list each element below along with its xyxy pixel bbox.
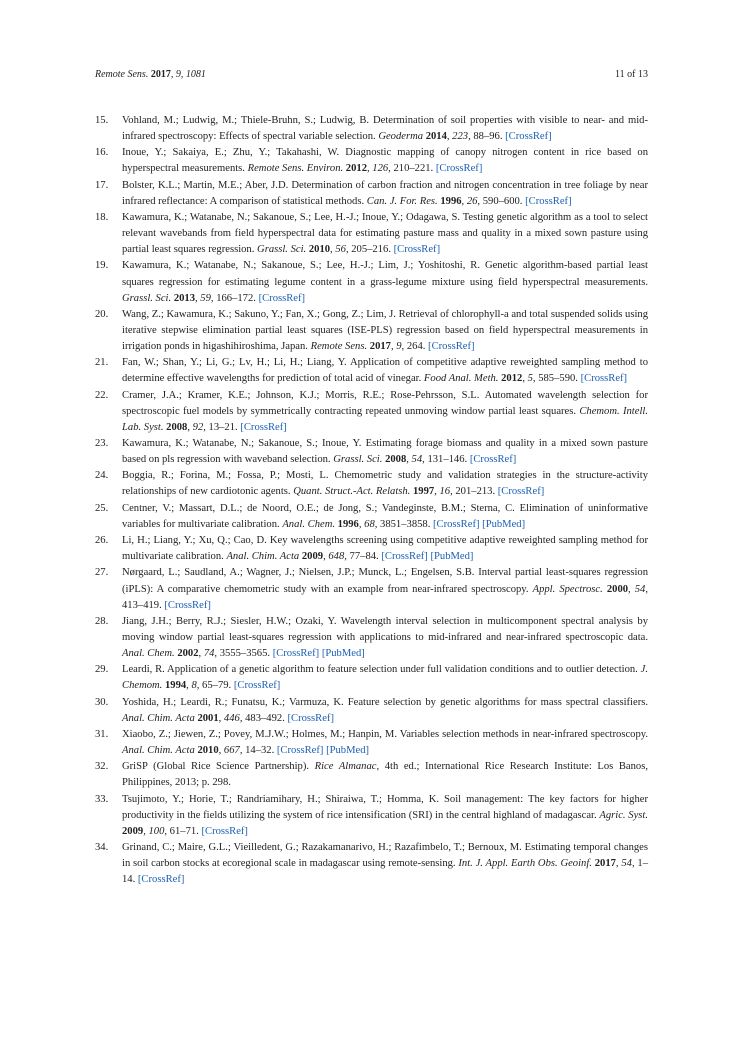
article-number: 1081 — [185, 69, 206, 80]
reference-year: 2000 — [606, 583, 629, 595]
reference-pages: 205–216. — [351, 244, 391, 256]
reference-text: Yoshida, H.; Leardi, R.; Funatsu, K.; Varmuza, K. Feature selection by genetic algorithms for mass spectral classifiers. — [122, 696, 648, 708]
reference-item: 24. Boggia, R.; Forina, M.; Fossa, P.; Mosti, L. Chemometric study and validation strategies in the structure-activity relationships of new cardiotonic agents. Quant. Struct.-Act. Relatsh. 1997, 16, 201–213. [CrossRef] — [95, 470, 648, 498]
reference-volume: 92 — [192, 421, 204, 433]
reference-year: 1996 — [440, 195, 462, 207]
reference-item: 18. Kawamura, K.; Watanabe, N.; Sakanoue, S.; Lee, H.-J.; Inoue, Y.; Odagawa, S. Testing genetic algorithm as a tool to select relevant wavebands from field hyperspectral data for estimating pasture mass and quality in a mixed sown pasture using partial least squares regression. Grassl. Sci. 2010, 56, 205–216. [CrossRef] — [95, 212, 648, 256]
reference-year: 2002 — [177, 648, 199, 660]
reference-journal: Remote Sens. Environ. — [247, 163, 344, 175]
reference-journal: Anal. Chim. Acta — [226, 551, 300, 563]
reference-text: Li, H.; Liang, Y.; Xu, Q.; Cao, D. Key wavelengths screening using competitive adaptive reweighted sampling method for multivariate calibration. — [122, 535, 648, 563]
reference-year: 1994 — [164, 680, 187, 692]
reference-pages: 210–221. — [393, 163, 434, 175]
reference-item: 21. Fan, W.; Shan, Y.; Li, G.; Lv, H.; Li, H.; Liang, Y. Application of competitive adaptive reweighted sampling method to determine effective wavelengths for prediction of total acid of vinegar. Food Anal. Meth. 2012, 5, 585–590. [CrossRef] — [95, 357, 648, 385]
reference-number: 27. — [95, 567, 109, 579]
reference-number: 19. — [95, 260, 109, 272]
reference-volume: 54 — [621, 858, 632, 870]
crossref-link[interactable]: [CrossRef] — [287, 712, 334, 724]
crossref-link[interactable]: [CrossRef] — [272, 648, 320, 660]
reference-item: 30. Yoshida, H.; Leardi, R.; Funatsu, K.; Varmuza, K. Feature selection by genetic algorithms for mass spectral classifiers. Anal. Chim. Acta 2001, 446, 483–492. [CrossRef] — [95, 696, 648, 724]
reference-text: Kawamura, K.; Watanabe, N.; Sakanoue, S.; Lee, H.-J.; Inoue, Y.; Odagawa, S. Testing genetic algorithm as a tool to select relevant wavebands from field hyperspectral data for estimating pasture mass and quality in a mixed sown pasture using partial least squares regression. — [122, 212, 648, 256]
reference-year: 2014 — [425, 131, 447, 143]
reference-item: 34. Grinand, C.; Maire, G.L.; Vieilledent, G.; Razakamanarivo, H.; Razafimbelo, T.; Bernoux, M. Estimating temporal changes in soil carbon stocks at ecoregional scale in madagascar using remote-sensing. Int. J. Appl. Earth Obs. Geoinf. 2017, 54, 1–14. [CrossRef] — [95, 842, 649, 886]
reference-text: Cramer, J.A.; Kramer, K.E.; Johnson, K.J.; Morris, R.E.; Rose-Pehrsson, S.L. Automated wavelength selection for spectroscopic fuel models by symmetrically contracting repeated unmoving window partial least squares. — [122, 389, 648, 417]
reference-volume: 100 — [148, 825, 165, 837]
reference-number: 26. — [95, 535, 109, 547]
reference-year: 2008 — [385, 454, 407, 466]
reference-journal: Geoderma — [378, 131, 424, 143]
reference-pages: 3555–3565. — [219, 648, 271, 660]
reference-text: Nørgaard, L.; Saudland, A.; Wagner, J.; Nielsen, J.P.; Munck, L.; Engelsen, S.B. Interval partial least-squares regression (iPLS): A comparative chemometric study with an example from near-infrared spectroscopy. — [122, 567, 648, 595]
page-number: 11 of 13 — [615, 69, 648, 80]
reference-volume: 667 — [223, 745, 240, 757]
reference-item: 29. Leardi, R. Application of a genetic algorithm to feature selection under full validation conditions and to outlier detection. J. Chemom. 1994, 8, 65–79. [CrossRef] — [95, 664, 648, 692]
reference-text: Centner, V.; Massart, D.L.; de Noord, O.E.; de Jong, S.; Vandeginste, B.M.; Sterna, C. Elimination of uninformative variables for multivariate calibration. — [122, 502, 648, 530]
reference-journal: Anal. Chim. Acta — [122, 712, 195, 724]
reference-text: GriSP (Global Rice Science Partnership). — [122, 761, 310, 773]
reference-year: 2017 — [594, 858, 616, 870]
crossref-link[interactable]: [CrossRef] — [381, 551, 428, 563]
reference-pages: 13–21. — [208, 421, 238, 433]
reference-pages: 264. — [406, 341, 426, 353]
reference-journal: Grassl. Sci. — [257, 244, 307, 256]
reference-item: 33. Tsujimoto, Y.; Horie, T.; Randriamihary, H.; Shiraiwa, T.; Homma, K. Soil management: The key factors for higher productivity in the fields utilizing the system of rice intensification (SRI) in the central highland of madagascar. Agric. Syst. 2009, 100, 61–71. [CrossRef] — [95, 793, 649, 837]
reference-journal: J. Chemom. — [122, 664, 648, 692]
reference-volume: 16 — [439, 486, 451, 498]
reference-volume: 648 — [328, 551, 345, 563]
crossref-link[interactable]: [CrossRef] — [233, 680, 281, 692]
crossref-link[interactable]: [CrossRef] — [276, 745, 324, 757]
reference-volume: 446 — [223, 712, 240, 724]
reference-number: 29. — [95, 664, 109, 676]
reference-number: 34. — [95, 842, 109, 854]
journal-name: Remote Sens. — [95, 69, 149, 80]
reference-journal: Quant. Struct.-Act. Relatsh. — [293, 486, 411, 498]
reference-text: Tsujimoto, Y.; Horie, T.; Randriamihary, H.; Shiraiwa, T.; Homma, K. Soil management: The key factors for higher productivity in the fields utilizing the system of rice intensification (SRI) in the central highland of madagascar. — [122, 793, 648, 821]
reference-item: 16. Inoue, Y.; Sakaiya, E.; Zhu, Y.; Takahashi, W. Diagnostic mapping of canopy nitrogen content in rice based on hyperspectral measurements. Remote Sens. Environ. 2012, 126, 210–221. [CrossRef] — [95, 147, 648, 175]
reference-volume: 59 — [200, 292, 211, 304]
crossref-link[interactable]: [CrossRef] — [497, 486, 545, 498]
reference-year: 2009 — [301, 551, 324, 563]
reference-volume: 126 — [372, 163, 389, 175]
reference-pages: 483–492. — [245, 712, 285, 724]
reference-item: 25. Centner, V.; Massart, D.L.; de Noord, O.E.; de Jong, S.; Vandeginste, B.M.; Sterna, C. Elimination of uninformative variables for multivariate calibration. Anal. Chem. 1996, 68, 3851–3858. [CrossRef] [PubMed] — [95, 502, 648, 530]
crossref-link[interactable]: [CrossRef] — [240, 421, 287, 433]
reference-number: 22. — [95, 389, 109, 401]
reference-pages: 3851–3858. — [380, 518, 431, 530]
journal-year: 2017 — [150, 69, 171, 80]
pubmed-link[interactable]: [PubMed] — [326, 745, 370, 757]
reference-tail: , 4th ed.; International Rice Research Institute: Los Banos, Philippines, 2013; p. 298. — [122, 761, 648, 789]
reference-pages: 413–419. — [122, 599, 162, 611]
reference-item: 20. Wang, Z.; Kawamura, K.; Sakuno, Y.; Fan, X.; Gong, Z.; Lim, J. Retrieval of chlorophyll-a and total suspended solids using iterative stepwise elimination partial least squares (ISE-PLS) regression based on field hyperspectral measurements in irrigation ponds in higashihiroshima, Japan. Remote Sens. 2017, 9, 264. [CrossRef] — [95, 308, 648, 353]
reference-year: 2009 — [122, 825, 144, 837]
reference-text: Xiaobo, Z.; Jiewen, Z.; Povey, M.J.W.; Holmes, M.; Hanpin, M. Variables selection methods in near-infrared spectroscopy. — [122, 728, 648, 740]
reference-number: 21. — [95, 357, 109, 369]
reference-year: 2013 — [173, 292, 195, 304]
reference-text: Grinand, C.; Maire, G.L.; Vieilledent, G.; Razakamanarivo, H.; Razafimbelo, T.; Bernoux, M. Estimating temporal changes in soil carbon stocks at ecoregional scale in madagascar using remote-sensing. — [122, 842, 648, 870]
reference-item: 17. Bolster, K.L.; Martin, M.E.; Aber, J.D. Determination of carbon fraction and nitrogen concentration in tree foliage by near infrared reflectance: A comparison of statistical methods. Can. J. For. Res. 1996, 26, 590–600. [CrossRef] — [95, 179, 648, 207]
reference-text: Wang, Z.; Kawamura, K.; Sakuno, Y.; Fan, X.; Gong, Z.; Lim, J. Retrieval of chlorophyll-a and total suspended solids using iterative stepwise elimination partial least squares (ISE-PLS) regression based on field hyperspectral measurements in irrigation ponds in higashihiroshima, Japan. — [122, 308, 648, 353]
reference-journal: Anal. Chim. Acta — [122, 745, 195, 757]
reference-journal: Anal. Chem. — [122, 648, 175, 660]
reference-volume: 8 — [191, 680, 197, 692]
reference-pages: 585–590. — [538, 373, 578, 385]
reference-volume: 26 — [466, 195, 478, 207]
reference-item: 22. Cramer, J.A.; Kramer, K.E.; Johnson, K.J.; Morris, R.E.; Rose-Pehrsson, S.L. Automated wavelength selection for spectroscopic fuel models by symmetrically contracting repeated unmoving window partial least squares. Chemom. Intell. Lab. Syst. 2008, 92, 13–21. [CrossRef] — [95, 389, 648, 433]
reference-item — [95, 759, 648, 791]
crossref-link[interactable]: [CrossRef] — [137, 874, 185, 886]
reference-pages: 131–146. — [427, 454, 468, 466]
reference-number: 16. — [95, 147, 109, 159]
reference-year: 2010 — [308, 244, 331, 256]
reference-number: 23. — [95, 438, 109, 450]
reference-text: Jiang, J.H.; Berry, R.J.; Siesler, H.W.; Ozaki, Y. Wavelength interval selection in multicomponent spectral analysis by moving window partial least-squares regression with applications to mid-infrared and near-infrared spectroscopic data. — [122, 615, 648, 643]
reference-text: Boggia, R.; Forina, M.; Fossa, P.; Mosti, L. Chemometric study and validation strategies in the structure-activity relationships of new cardiotonic agents. — [122, 470, 648, 498]
reference-journal: Rice Almanac — [314, 761, 377, 773]
reference-journal: Food Anal. Meth. — [423, 373, 499, 385]
reference-item: 15. Vohland, M.; Ludwig, M.; Thiele-Bruhn, S.; Ludwig, B. Determination of soil properties with visible to near- and mid-infrared spectroscopy: Effects of spectral variable selection. Geoderma 2014, 223, 88–96. [CrossRef] — [95, 115, 648, 143]
reference-number: 20. — [95, 308, 109, 320]
reference-journal: Can. J. For. Res. — [366, 195, 438, 207]
reference-number: 17. — [95, 179, 109, 191]
reference-volume: 68 — [364, 518, 375, 530]
reference-volume: 74 — [203, 648, 215, 660]
reference-text: Kawamura, K.; Watanabe, N.; Sakanoue, S.; Lee, H.-J.; Lim, J.; Yoshitoshi, R. Genetic algorithm-based partial least squares regression for estimating legume content in a grass-legume mixture using field hyperspectral measurements. — [122, 260, 648, 288]
crossref-link[interactable]: [CrossRef] — [435, 163, 483, 175]
reference-journal: Grassl. Sci. — [333, 454, 383, 466]
reference-number: 32. — [95, 761, 109, 773]
pubmed-link[interactable]: [PubMed] — [482, 518, 526, 530]
reference-number: 15. — [95, 115, 109, 126]
reference-year: 1997 — [413, 486, 435, 498]
reference-pages: 201–213. — [455, 486, 496, 498]
reference-number: 31. — [95, 728, 109, 740]
reference-text: Kawamura, K.; Watanabe, N.; Sakanoue, S.; Inoue, Y. Estimating forage biomass and quality in a mixed sown pasture based on pls regression with waveband selection. — [122, 438, 648, 466]
reference-journal: Grassl. Sci. — [122, 292, 172, 304]
reference-year: 1996 — [337, 518, 359, 530]
reference-volume: 9 — [396, 341, 402, 353]
reference-text: Fan, W.; Shan, Y.; Li, G.; Lv, H.; Li, H.; Liang, Y. Application of competitive adaptive reweighted sampling method to determine effective wavelengths for prediction of total acid of vinegar. — [122, 357, 648, 385]
crossref-link[interactable]: [CrossRef] — [393, 244, 441, 256]
reference-year: 2001 — [197, 712, 219, 724]
reference-journal: Remote Sens. — [310, 341, 368, 353]
reference-year: 2012 — [345, 163, 367, 175]
crossref-link[interactable]: [CrossRef] — [580, 373, 628, 385]
reference-item: 27. Nørgaard, L.; Saudland, A.; Wagner, J.; Nielsen, J.P.; Munck, L.; Engelsen, S.B. Interval partial least-squares regression (iPLS): A comparative chemometric study with an example from near-infrared spectroscopy. Appl. Spectrosc. 2000, 54, 413–419. [CrossRef] — [95, 567, 648, 611]
reference-number: 33. — [95, 793, 109, 805]
crossref-link[interactable]: [CrossRef] — [201, 825, 248, 837]
reference-pages: 61–71. — [169, 825, 199, 837]
reference-list — [95, 113, 648, 889]
crossref-link[interactable]: [CrossRef] — [433, 518, 480, 530]
reference-item: 31. Xiaobo, Z.; Jiewen, Z.; Povey, M.J.W.; Holmes, M.; Hanpin, M. Variables selection methods in near-infrared spectroscopy. Anal. Chim. Acta 2010, 667, 14–32. [CrossRef] [PubMed] — [95, 728, 648, 757]
running-head: Remote Sens. 2017, 9, 1081 — [95, 69, 206, 80]
reference-item: 28. Jiang, J.H.; Berry, R.J.; Siesler, H.W.; Ozaki, Y. Wavelength interval selection in multicomponent spectral analysis by moving window partial least-squares regression with applications to mid-infrared and near-infrared spectroscopic data. Anal. Chem. 2002, 74, 3555–3565. [CrossRef] [PubMed] — [95, 615, 648, 660]
crossref-link[interactable]: [CrossRef] — [525, 195, 572, 207]
reference-pages: 77–84. — [349, 551, 379, 563]
reference-pages: 88–96. — [473, 131, 503, 143]
reference-pages: 590–600. — [482, 195, 523, 207]
reference-number: 25. — [95, 502, 109, 514]
reference-journal: Anal. Chem. — [282, 518, 335, 530]
reference-volume: 56 — [335, 244, 346, 256]
reference-volume: 54 — [411, 454, 423, 466]
reference-pages: 1–14. — [122, 858, 649, 886]
reference-year: 2017 — [369, 341, 391, 353]
reference-text: Inoue, Y.; Sakaiya, E.; Zhu, Y.; Takahashi, W. Diagnostic mapping of canopy nitrogen content in rice based on hyperspectral measurements. — [122, 147, 648, 175]
reference-item: 26. Li, H.; Liang, Y.; Xu, Q.; Cao, D. Key wavelengths screening using competitive adaptive reweighted sampling method for multivariate calibration. Anal. Chim. Acta 2009, 648, 77–84. [CrossRef] [PubMed] — [95, 535, 648, 563]
crossref-link[interactable]: [CrossRef] — [428, 341, 475, 353]
reference-number: 18. — [95, 212, 109, 224]
reference-volume: 223 — [452, 131, 469, 143]
reference-journal: Appl. Spectrosc. — [532, 583, 603, 595]
crossref-link[interactable]: [CrossRef] — [505, 131, 552, 143]
journal-volume: 9 — [175, 69, 181, 80]
reference-item: 23. Kawamura, K.; Watanabe, N.; Sakanoue, S.; Inoue, Y. Estimating forage biomass and quality in a mixed sown pasture based on pls regression with waveband selection. Grassl. Sci. 2008, 54, 131–146. [CrossRef] — [95, 438, 648, 466]
pubmed-link[interactable]: [PubMed] — [321, 648, 365, 660]
reference-year: 2012 — [501, 373, 523, 385]
reference-number: 30. — [95, 696, 109, 708]
reference-year: 2010 — [197, 745, 219, 757]
reference-text: Vohland, M.; Ludwig, M.; Thiele-Bruhn, S.; Ludwig, B. Determination of soil properties with visible to near- and mid-infrared spectroscopy: Effects of spectral variable selection. — [122, 115, 648, 143]
crossref-link[interactable]: [CrossRef] — [164, 599, 211, 611]
reference-item: 19. Kawamura, K.; Watanabe, N.; Sakanoue, S.; Lee, H.-J.; Lim, J.; Yoshitoshi, R. Genetic algorithm-based partial least squares regression for estimating legume content in a grass-legume mixture using field hyperspectral measurements. Grassl. Sci. 2013, 59, 166–172. [CrossRef] — [95, 260, 648, 304]
crossref-link[interactable]: [CrossRef] — [258, 292, 306, 304]
reference-text: Leardi, R. Application of a genetic algorithm to feature selection under full validation conditions and to outlier detection. — [122, 664, 638, 676]
pubmed-link[interactable]: [PubMed] — [430, 551, 474, 563]
reference-year: 2008 — [166, 421, 188, 433]
reference-pages: 65–79. — [202, 680, 232, 692]
reference-pages: 166–172. — [216, 292, 256, 304]
reference-journal: Chemom. Intell. Lab. Syst. — [122, 405, 648, 433]
crossref-link[interactable]: [CrossRef] — [469, 454, 517, 466]
reference-pages: 14–32. — [245, 745, 275, 757]
reference-journal: Agric. Syst. — [599, 809, 649, 821]
reference-journal: Int. J. Appl. Earth Obs. Geoinf. — [458, 858, 592, 870]
reference-number: 24. — [95, 470, 109, 482]
reference-volume: 54 — [634, 583, 646, 595]
reference-number: 28. — [95, 615, 109, 627]
reference-volume: 5 — [527, 373, 533, 385]
reference-text: Bolster, K.L.; Martin, M.E.; Aber, J.D. Determination of carbon fraction and nitrogen concentration in tree foliage by near infrared reflectance: A comparison of statistical methods. — [122, 179, 648, 207]
